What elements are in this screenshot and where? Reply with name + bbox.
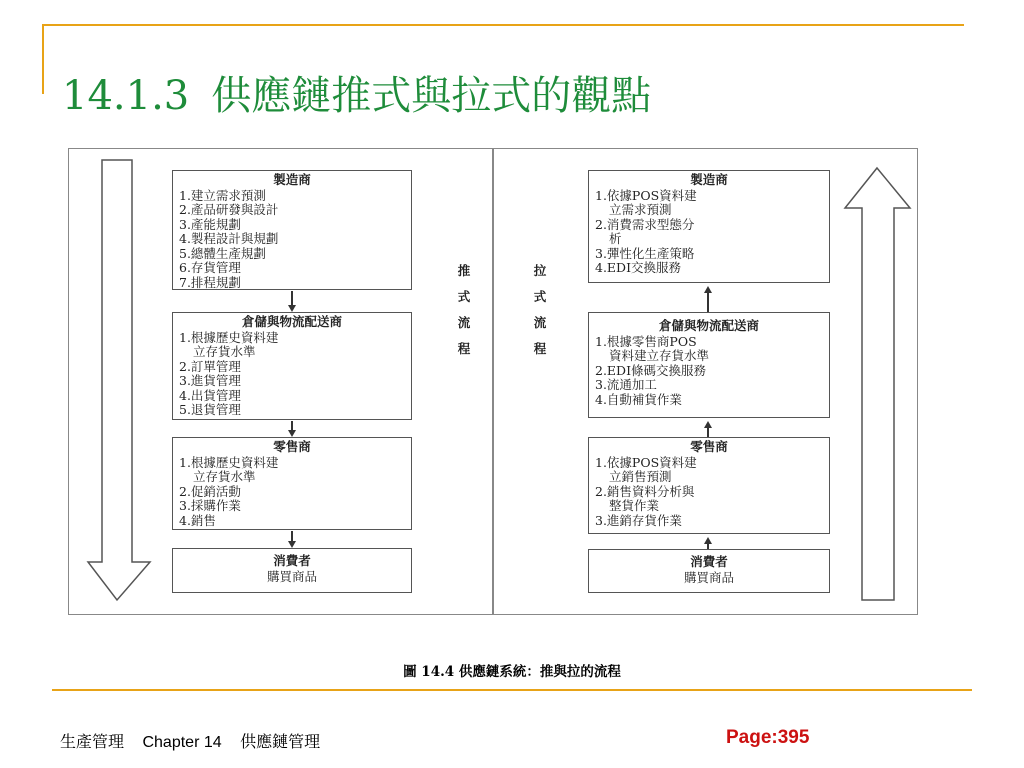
push-consumer-box: [172, 548, 412, 593]
box-title: 消費者: [690, 554, 728, 569]
slide-title-text: 供應鏈推式與拉式的觀點: [211, 73, 652, 119]
push-warehouse-box: [172, 312, 412, 420]
box-line: 3.進貨管理: [179, 373, 241, 388]
push-flow-label: [452, 258, 476, 362]
box-line: 整貨作業: [609, 498, 660, 513]
box-line: 2.產品研發與設計: [179, 202, 279, 217]
slide-title-number: 14.1.3: [62, 73, 190, 119]
title-frame-left-rule: [42, 24, 44, 94]
footer-chapter: Chapter 14: [142, 734, 222, 751]
footer-rule: [52, 689, 972, 691]
footer-course: 生產管理: [60, 734, 125, 751]
box-line: 資料建立存貨水準: [609, 348, 710, 363]
box-title: 倉儲與物流配送商: [241, 314, 342, 329]
box-line: 6.存貨管理: [179, 260, 241, 275]
box-line: 2.銷售資料分析與: [595, 483, 695, 499]
pull-label-char: 式: [533, 289, 547, 304]
pull-consumer-box: [588, 549, 830, 593]
box-line: 2.EDI條碼交換服務: [595, 362, 707, 378]
pull-label-char: 程: [533, 341, 547, 356]
push-label-char: 推: [457, 263, 471, 278]
page-number: Page:395: [726, 727, 810, 748]
box-line: 1.根據歷史資料建: [179, 454, 279, 470]
box-line: 5.總體生產規劃: [179, 245, 266, 261]
box-title: 製造商: [273, 172, 311, 187]
box-line: 4.EDI交換服務: [595, 260, 682, 275]
box-line: 3.彈性化生產策略: [595, 245, 695, 261]
box-line: 2.促銷活動: [179, 483, 241, 499]
box-line: 立銷售預測: [609, 469, 672, 484]
footer-topic: 供應鏈管理: [240, 734, 321, 751]
figure-caption: 圖 14.4 供應鏈系統：推與拉的流程: [403, 664, 621, 680]
push-label-char: 流: [457, 315, 471, 330]
box-title: 零售商: [690, 439, 728, 454]
pull-connector-line: [707, 427, 709, 437]
box-line: 4.自動補貨作業: [595, 391, 682, 407]
box-title: 消費者: [273, 553, 311, 568]
box-line: 購買商品: [683, 569, 734, 585]
box-line: 立存貨水準: [193, 469, 256, 484]
box-title: 倉儲與物流配送商: [658, 318, 759, 333]
box-line: 5.退貨管理: [179, 402, 241, 417]
pull-flow-label: [528, 258, 552, 362]
box-line: 析: [609, 231, 622, 246]
slide-title: [62, 68, 651, 124]
box-line: 購買商品: [266, 568, 317, 584]
pull-connector-line: [707, 292, 709, 312]
box-line: 2.訂單管理: [179, 358, 241, 374]
box-line: 1.根據零售商POS: [595, 333, 697, 349]
push-connector-line: [291, 291, 293, 306]
box-line: 立存貨水準: [193, 344, 256, 359]
box-line: 1.依據POS資料建: [595, 187, 697, 203]
pull-label-char: 拉: [533, 263, 547, 278]
arrow-down-icon: [288, 430, 296, 437]
box-title: 製造商: [690, 172, 728, 187]
footer-course-info: [60, 729, 334, 752]
arrow-down-icon: [288, 541, 296, 548]
box-line: 1.建立需求預測: [179, 187, 266, 203]
box-line: 3.流通加工: [595, 377, 657, 392]
box-line: 7.排程規劃: [179, 274, 241, 290]
push-label-char: 程: [457, 341, 471, 356]
pull-label-char: 流: [533, 315, 547, 330]
box-line: 1.依據POS資料建: [595, 454, 697, 470]
box-line: 3.採購作業: [179, 498, 241, 513]
box-line: 4.銷售: [179, 512, 216, 528]
title-frame-top-rule: [42, 24, 964, 26]
box-title: 零售商: [273, 439, 311, 454]
pull-manufacturer-box: [588, 170, 830, 283]
pull-retailer-box: [588, 437, 830, 534]
box-line: 3.進銷存貨作業: [595, 512, 682, 528]
push-down-arrow-icon: [86, 158, 156, 604]
box-line: 1.根據歷史資料建: [179, 329, 279, 345]
box-line: 立需求預測: [609, 202, 672, 217]
pull-up-arrow-icon: [842, 166, 914, 604]
push-retailer-box: [172, 437, 412, 530]
pull-warehouse-box: [588, 312, 830, 418]
box-line: 2.消費需求型態分: [595, 216, 695, 232]
box-line: 4.出貨管理: [179, 387, 241, 403]
push-manufacturer-box: [172, 170, 412, 290]
box-line: 4.製程設計與規劃: [179, 231, 279, 246]
box-line: 3.產能規劃: [179, 216, 241, 232]
push-label-char: 式: [457, 289, 471, 304]
arrow-down-icon: [288, 305, 296, 312]
